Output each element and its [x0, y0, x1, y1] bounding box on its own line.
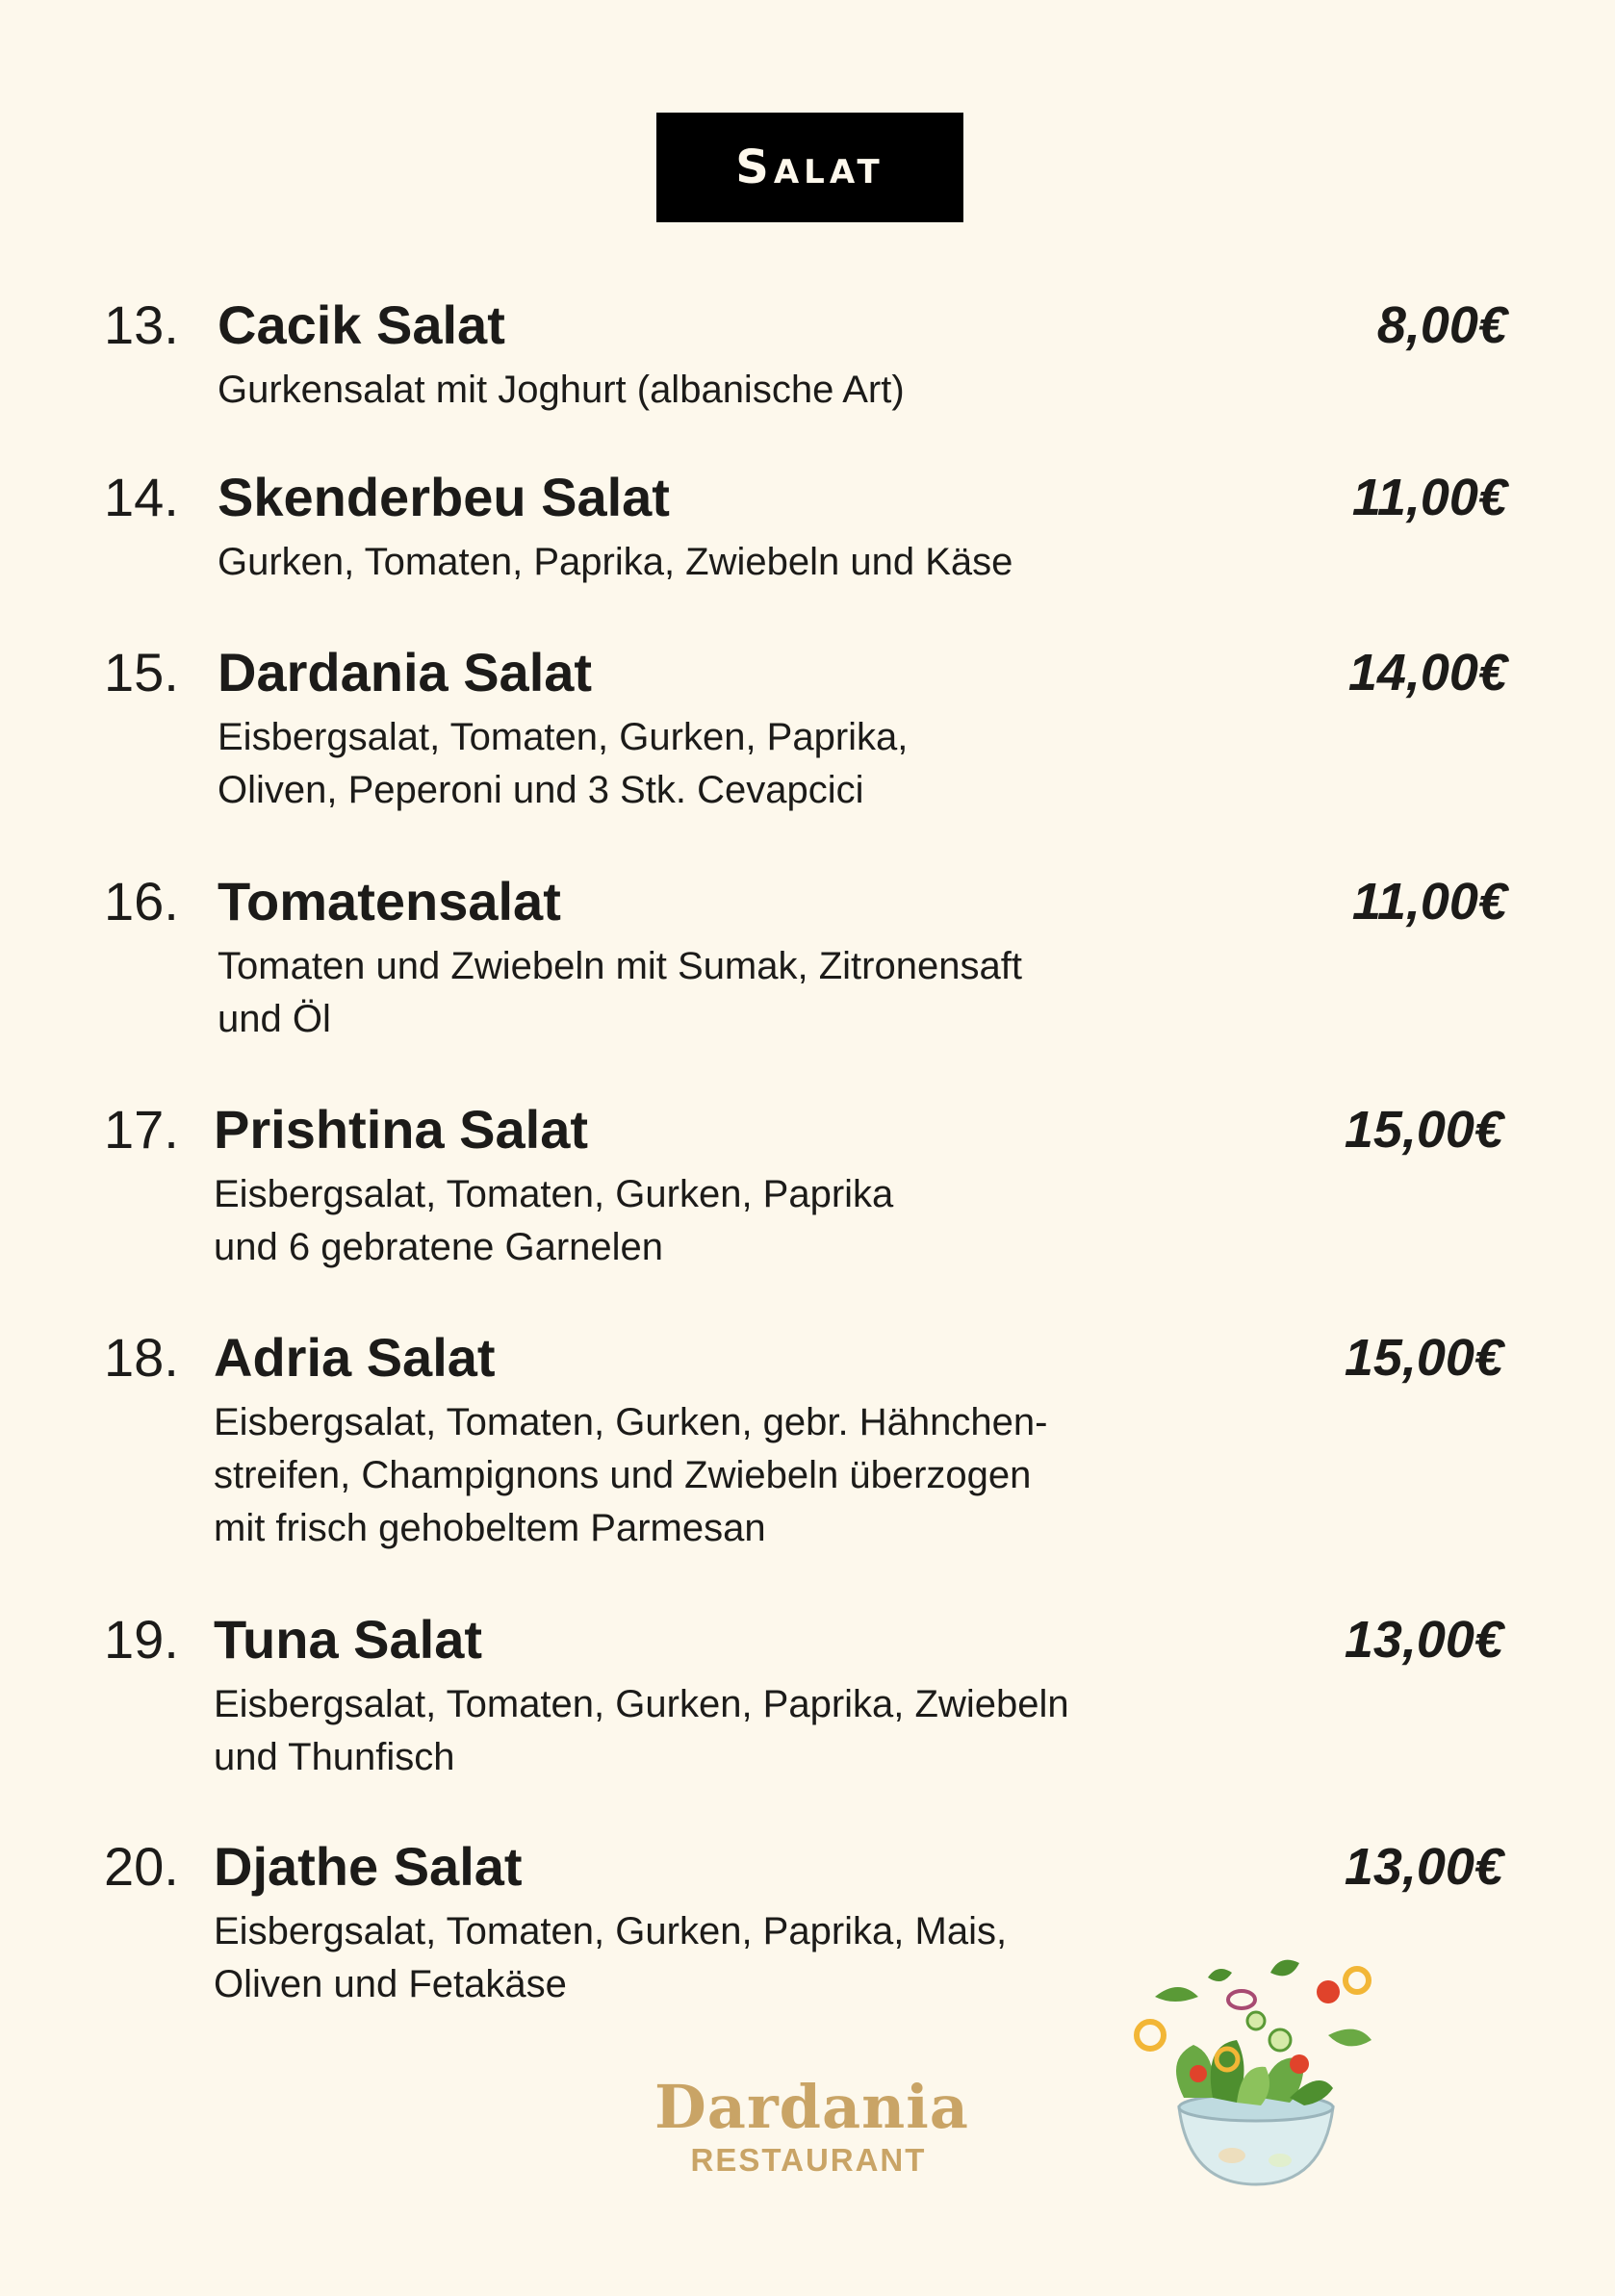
item-number: 16.: [104, 871, 179, 931]
item-description: [214, 1905, 1138, 2011]
item-description: [218, 536, 1141, 589]
restaurant-logo: [654, 2072, 969, 2180]
item-description-line: und 6 gebratene Garnelen: [214, 1226, 664, 1268]
item-description: [214, 1678, 1138, 1784]
item-description-line: Eisbergsalat, Tomaten, Gurken, Paprika: [214, 1173, 894, 1215]
item-description-line: Eisbergsalat, Tomaten, Gurken, gebr. Hähnchen-: [214, 1401, 1048, 1443]
item-description-line: Eisbergsalat, Tomaten, Gurken, Paprika, Mais,: [214, 1910, 1008, 1952]
logo-subtitle: RESTAURANT: [690, 2142, 927, 2178]
item-description-line: mit frisch gehobeltem Parmesan: [214, 1507, 766, 1549]
item-number: 20.: [104, 1836, 179, 1897]
item-number: 17.: [104, 1099, 179, 1160]
item-name: Tuna Salat: [214, 1609, 483, 1670]
item-name: Cacik Salat: [218, 294, 505, 355]
item-description: [214, 1396, 1138, 1555]
section-title: Salat: [735, 140, 884, 194]
item-description-line: Tomaten und Zwiebeln mit Sumak, Zitronensaft: [218, 945, 1022, 987]
item-number: 18.: [104, 1327, 179, 1388]
item-description: [218, 940, 1141, 1046]
item-price: 13,00€: [1344, 1611, 1503, 1669]
item-price: 11,00€: [1351, 469, 1507, 526]
item-number: 19.: [104, 1609, 179, 1670]
item-price: 13,00€: [1344, 1838, 1503, 1896]
section-title-box: [656, 113, 963, 222]
item-description: [214, 1168, 1138, 1274]
item-price: 11,00€: [1351, 873, 1507, 931]
item-description-line: Eisbergsalat, Tomaten, Gurken, Paprika, Zwiebeln: [214, 1683, 1069, 1725]
item-description: [218, 711, 1141, 817]
item-number: 13.: [104, 294, 179, 355]
item-name: Adria Salat: [214, 1327, 496, 1388]
item-description-line: Oliven und Fetakäse: [214, 1963, 567, 2005]
item-name: Dardania Salat: [218, 642, 593, 702]
item-name: Tomatensalat: [218, 871, 561, 931]
item-description-line: Oliven, Peperoni und 3 Stk. Cevapcici: [218, 769, 864, 811]
item-price: 15,00€: [1344, 1101, 1503, 1159]
salad-bowl-icon: [1126, 1953, 1386, 2194]
item-description-line: streifen, Champignons und Zwiebeln überzogen: [214, 1454, 1032, 1496]
item-description-line: Gurkensalat mit Joghurt (albanische Art): [218, 369, 905, 411]
item-price: 15,00€: [1344, 1329, 1503, 1387]
item-description-line: Gurken, Tomaten, Paprika, Zwiebeln und Käse: [218, 541, 1013, 583]
item-number: 15.: [104, 642, 179, 702]
item-number: 14.: [104, 467, 179, 527]
item-price: 8,00€: [1376, 296, 1507, 354]
item-price: 14,00€: [1347, 644, 1507, 702]
item-description-line: und Thunfisch: [214, 1736, 455, 1778]
item-name: Djathe Salat: [214, 1836, 523, 1897]
logo-name: Dardania: [654, 2072, 969, 2142]
item-description-line: und Öl: [218, 998, 331, 1040]
item-description-line: Eisbergsalat, Tomaten, Gurken, Paprika,: [218, 716, 909, 758]
item-name: Prishtina Salat: [214, 1099, 589, 1160]
item-name: Skenderbeu Salat: [218, 467, 670, 527]
item-description: [218, 364, 1141, 417]
